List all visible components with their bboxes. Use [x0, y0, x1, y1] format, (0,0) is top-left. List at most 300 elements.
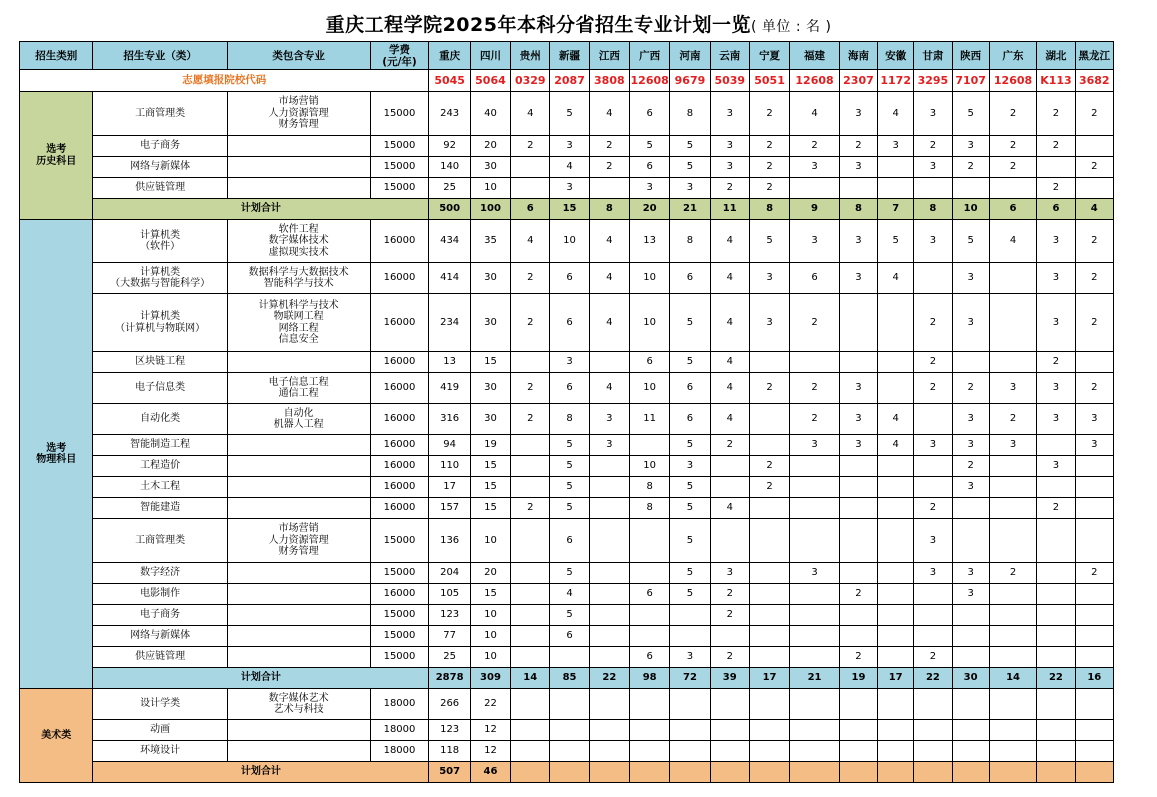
- count-cell: [1037, 157, 1075, 178]
- includes-cell: [227, 720, 370, 741]
- subtotal-cell: [670, 762, 710, 783]
- includes-cell: [227, 605, 370, 626]
- count-cell: [749, 605, 789, 626]
- school-code: 9679: [670, 70, 710, 92]
- code-row-label: 志愿填报院校代码: [20, 70, 429, 92]
- major-cell: 工商管理类: [93, 519, 227, 563]
- count-cell: 5: [550, 563, 589, 584]
- count-cell: [878, 741, 914, 762]
- subtotal-cell: [550, 762, 589, 783]
- count-cell: 3: [670, 456, 710, 477]
- table-row: [20, 352, 1114, 373]
- count-cell: [839, 605, 877, 626]
- count-cell: 3: [952, 294, 989, 352]
- count-cell: 10: [470, 605, 510, 626]
- count-cell: 10: [630, 294, 670, 352]
- school-code: K113: [1037, 70, 1075, 92]
- count-cell: [550, 720, 589, 741]
- count-cell: [749, 352, 789, 373]
- count-cell: 3: [952, 563, 989, 584]
- subtotal-cell: 72: [670, 668, 710, 689]
- count-cell: 2: [1037, 92, 1075, 136]
- count-cell: [790, 741, 840, 762]
- count-cell: 35: [470, 220, 510, 263]
- count-cell: 2: [511, 373, 550, 404]
- count-cell: [952, 352, 989, 373]
- includes-cell: [227, 498, 370, 519]
- count-cell: [511, 456, 550, 477]
- count-cell: 6: [550, 626, 589, 647]
- count-cell: [1075, 477, 1113, 498]
- count-cell: 13: [429, 352, 470, 373]
- count-cell: [589, 477, 629, 498]
- count-cell: 3: [839, 404, 877, 435]
- count-cell: [878, 584, 914, 605]
- count-cell: 4: [878, 404, 914, 435]
- major-cell: 网络与新媒体: [93, 157, 227, 178]
- count-cell: [839, 477, 877, 498]
- count-cell: 2: [989, 92, 1037, 136]
- count-cell: [1037, 563, 1075, 584]
- includes-cell: [227, 741, 370, 762]
- subtotal-cell: 98: [630, 668, 670, 689]
- count-cell: 3: [670, 647, 710, 668]
- count-cell: [952, 498, 989, 519]
- count-cell: [839, 563, 877, 584]
- count-cell: 6: [630, 647, 670, 668]
- count-cell: [511, 584, 550, 605]
- count-cell: [989, 647, 1037, 668]
- count-cell: 4: [589, 373, 629, 404]
- count-cell: 30: [470, 373, 510, 404]
- count-cell: [589, 178, 629, 199]
- count-cell: [589, 605, 629, 626]
- subtotal-cell: 7: [878, 199, 914, 220]
- fee-cell: 15000: [370, 92, 429, 136]
- count-cell: 3: [878, 136, 914, 157]
- count-cell: 266: [429, 689, 470, 720]
- header-major: 招生专业（类）: [93, 42, 227, 70]
- count-cell: [914, 584, 952, 605]
- fee-cell: 15000: [370, 178, 429, 199]
- includes-cell: [227, 178, 370, 199]
- count-cell: [511, 626, 550, 647]
- table-row: [20, 584, 1114, 605]
- count-cell: 123: [429, 605, 470, 626]
- count-cell: 3: [989, 373, 1037, 404]
- header-category: 招生类别: [20, 42, 93, 70]
- major-cell: 计算机类 （计算机与物联网）: [93, 294, 227, 352]
- table-row: [20, 519, 1114, 563]
- count-cell: [630, 563, 670, 584]
- count-cell: 118: [429, 741, 470, 762]
- count-cell: [511, 435, 550, 456]
- school-code: 5039: [710, 70, 749, 92]
- count-cell: 5: [550, 477, 589, 498]
- subtotal-cell: 4: [1075, 199, 1113, 220]
- subtotal-cell: 309: [470, 668, 510, 689]
- count-cell: 3: [952, 404, 989, 435]
- subtotal-cell: [790, 762, 840, 783]
- table-row: [20, 136, 1114, 157]
- count-cell: 3: [630, 178, 670, 199]
- count-cell: 2: [989, 404, 1037, 435]
- count-cell: [749, 720, 789, 741]
- count-cell: 2: [989, 157, 1037, 178]
- count-cell: 6: [670, 263, 710, 294]
- count-cell: [878, 519, 914, 563]
- count-cell: [878, 563, 914, 584]
- fee-cell: 16000: [370, 498, 429, 519]
- count-cell: 140: [429, 157, 470, 178]
- includes-cell: 市场营销 人力资源管理 财务管理: [227, 519, 370, 563]
- school-code: 5051: [749, 70, 789, 92]
- count-cell: [952, 519, 989, 563]
- count-cell: 3: [1037, 456, 1075, 477]
- header-province: 云南: [710, 42, 749, 70]
- count-cell: 234: [429, 294, 470, 352]
- count-cell: 12: [470, 720, 510, 741]
- count-cell: 204: [429, 563, 470, 584]
- count-cell: [878, 720, 914, 741]
- subtotal-cell: [630, 762, 670, 783]
- count-cell: 3: [589, 435, 629, 456]
- fee-cell: 18000: [370, 741, 429, 762]
- count-cell: 3: [1037, 404, 1075, 435]
- count-cell: 4: [878, 435, 914, 456]
- count-cell: 4: [589, 92, 629, 136]
- count-cell: 3: [1037, 373, 1075, 404]
- count-cell: 10: [470, 647, 510, 668]
- count-cell: [589, 584, 629, 605]
- count-cell: 11: [630, 404, 670, 435]
- count-cell: 4: [878, 92, 914, 136]
- page-title: [0, 10, 1157, 37]
- count-cell: 3: [914, 563, 952, 584]
- school-code: 3808: [589, 70, 629, 92]
- count-cell: 8: [670, 220, 710, 263]
- header-province: 广西: [630, 42, 670, 70]
- count-cell: [589, 563, 629, 584]
- subtotal-cell: [511, 762, 550, 783]
- school-code: 7107: [952, 70, 989, 92]
- count-cell: 92: [429, 136, 470, 157]
- count-cell: [952, 647, 989, 668]
- count-cell: 6: [630, 584, 670, 605]
- fee-cell: 16000: [370, 373, 429, 404]
- count-cell: 3: [790, 157, 840, 178]
- count-cell: [839, 178, 877, 199]
- header-province: 湖北: [1037, 42, 1075, 70]
- major-cell: 环境设计: [93, 741, 227, 762]
- count-cell: [1075, 498, 1113, 519]
- header-province: 福建: [790, 42, 840, 70]
- count-cell: 2: [1075, 92, 1113, 136]
- count-cell: [1037, 720, 1075, 741]
- count-cell: 2: [839, 647, 877, 668]
- count-cell: 2: [589, 157, 629, 178]
- count-cell: 4: [710, 263, 749, 294]
- header-province: 四川: [470, 42, 510, 70]
- fee-cell: 15000: [370, 647, 429, 668]
- subtotal-cell: [952, 762, 989, 783]
- count-cell: 30: [470, 263, 510, 294]
- subtotal-cell: 11: [710, 199, 749, 220]
- subtotal-cell: 14: [511, 668, 550, 689]
- fee-cell: 16000: [370, 404, 429, 435]
- count-cell: 30: [470, 404, 510, 435]
- count-cell: [1037, 689, 1075, 720]
- count-cell: [878, 605, 914, 626]
- count-cell: 10: [550, 220, 589, 263]
- count-cell: 3: [1075, 404, 1113, 435]
- major-cell: 电影制作: [93, 584, 227, 605]
- count-cell: [878, 294, 914, 352]
- major-cell: 数字经济: [93, 563, 227, 584]
- header-province: 贵州: [511, 42, 550, 70]
- count-cell: [952, 689, 989, 720]
- count-cell: 5: [670, 435, 710, 456]
- major-cell: 自动化类: [93, 404, 227, 435]
- count-cell: 8: [630, 477, 670, 498]
- header-province: 江西: [589, 42, 629, 70]
- count-cell: [878, 498, 914, 519]
- includes-cell: [227, 647, 370, 668]
- subtotal-row: [20, 668, 1114, 689]
- school-code: 5064: [470, 70, 510, 92]
- count-cell: [839, 689, 877, 720]
- count-cell: 2: [790, 136, 840, 157]
- count-cell: 2: [1075, 294, 1113, 352]
- fee-cell: 15000: [370, 157, 429, 178]
- count-cell: [1037, 519, 1075, 563]
- subtotal-cell: [1075, 762, 1113, 783]
- count-cell: [511, 157, 550, 178]
- subtotal-cell: 46: [470, 762, 510, 783]
- school-code: 5045: [429, 70, 470, 92]
- count-cell: 5: [878, 220, 914, 263]
- count-cell: [878, 352, 914, 373]
- count-cell: [511, 720, 550, 741]
- count-cell: 4: [710, 498, 749, 519]
- count-cell: [790, 584, 840, 605]
- count-cell: 110: [429, 456, 470, 477]
- count-cell: 2: [511, 404, 550, 435]
- count-cell: [790, 477, 840, 498]
- major-cell: 网络与新媒体: [93, 626, 227, 647]
- count-cell: [710, 689, 749, 720]
- count-cell: 105: [429, 584, 470, 605]
- header-province: 安徽: [878, 42, 914, 70]
- count-cell: 3: [989, 435, 1037, 456]
- count-cell: [1075, 136, 1113, 157]
- count-cell: [550, 689, 589, 720]
- school-code: 0329: [511, 70, 550, 92]
- subtotal-row: [20, 199, 1114, 220]
- major-cell: 动画: [93, 720, 227, 741]
- count-cell: 3: [1037, 220, 1075, 263]
- count-cell: [989, 477, 1037, 498]
- includes-cell: 电子信息工程 通信工程: [227, 373, 370, 404]
- count-cell: 4: [710, 373, 749, 404]
- category-cell: 选考 物理科目: [20, 220, 93, 689]
- count-cell: 22: [470, 689, 510, 720]
- count-cell: 2: [511, 136, 550, 157]
- school-code: 2307: [839, 70, 877, 92]
- count-cell: 5: [952, 220, 989, 263]
- count-cell: 2: [1037, 136, 1075, 157]
- count-cell: 3: [1037, 294, 1075, 352]
- count-cell: [710, 741, 749, 762]
- count-cell: 2: [839, 584, 877, 605]
- subtotal-label: 计划合计: [93, 668, 429, 689]
- count-cell: 3: [914, 92, 952, 136]
- count-cell: [749, 519, 789, 563]
- table-row: [20, 689, 1114, 720]
- count-cell: 3: [550, 352, 589, 373]
- school-code: 1172: [878, 70, 914, 92]
- count-cell: 4: [710, 220, 749, 263]
- count-cell: [790, 605, 840, 626]
- count-cell: [670, 741, 710, 762]
- table-row: [20, 626, 1114, 647]
- subtotal-row: [20, 762, 1114, 783]
- count-cell: [952, 178, 989, 199]
- count-cell: [589, 626, 629, 647]
- code-row: [20, 70, 1114, 92]
- count-cell: 6: [670, 404, 710, 435]
- count-cell: 3: [710, 563, 749, 584]
- count-cell: [839, 519, 877, 563]
- table-row: [20, 404, 1114, 435]
- count-cell: 5: [670, 498, 710, 519]
- count-cell: 3: [839, 435, 877, 456]
- header-province: 广东: [989, 42, 1037, 70]
- count-cell: 3: [952, 263, 989, 294]
- category-cell: 美术类: [20, 689, 93, 783]
- count-cell: [989, 456, 1037, 477]
- table-row: [20, 605, 1114, 626]
- count-cell: 3: [790, 220, 840, 263]
- table-row: [20, 477, 1114, 498]
- count-cell: 5: [550, 456, 589, 477]
- count-cell: [710, 456, 749, 477]
- count-cell: [1037, 435, 1075, 456]
- includes-cell: [227, 435, 370, 456]
- subtotal-cell: [589, 762, 629, 783]
- subtotal-cell: 8: [589, 199, 629, 220]
- count-cell: 3: [839, 220, 877, 263]
- count-cell: [511, 519, 550, 563]
- includes-cell: [227, 157, 370, 178]
- count-cell: [878, 647, 914, 668]
- count-cell: [630, 519, 670, 563]
- count-cell: 434: [429, 220, 470, 263]
- count-cell: 10: [630, 263, 670, 294]
- count-cell: 2: [710, 435, 749, 456]
- count-cell: [989, 352, 1037, 373]
- fee-cell: 16000: [370, 456, 429, 477]
- count-cell: 3: [710, 157, 749, 178]
- count-cell: [989, 584, 1037, 605]
- subtotal-label: 计划合计: [93, 199, 429, 220]
- count-cell: 2: [989, 136, 1037, 157]
- count-cell: 2: [1037, 352, 1075, 373]
- fee-cell: 16000: [370, 294, 429, 352]
- count-cell: [749, 498, 789, 519]
- includes-cell: [227, 456, 370, 477]
- subtotal-cell: 21: [790, 668, 840, 689]
- count-cell: 10: [470, 626, 510, 647]
- count-cell: 20: [470, 136, 510, 157]
- count-cell: [1075, 519, 1113, 563]
- count-cell: [511, 178, 550, 199]
- table-row: [20, 647, 1114, 668]
- count-cell: [710, 626, 749, 647]
- count-cell: [511, 352, 550, 373]
- count-cell: 2: [790, 373, 840, 404]
- count-cell: 6: [790, 263, 840, 294]
- count-cell: [790, 352, 840, 373]
- major-cell: 智能制造工程: [93, 435, 227, 456]
- count-cell: 4: [550, 157, 589, 178]
- count-cell: [989, 519, 1037, 563]
- count-cell: 3: [710, 136, 749, 157]
- major-cell: 供应链管理: [93, 647, 227, 668]
- count-cell: [989, 689, 1037, 720]
- count-cell: 10: [470, 519, 510, 563]
- count-cell: [710, 720, 749, 741]
- count-cell: 5: [550, 498, 589, 519]
- includes-cell: 软件工程 数字媒体技术 虚拟现实技术: [227, 220, 370, 263]
- count-cell: [839, 352, 877, 373]
- count-cell: 2: [1075, 563, 1113, 584]
- subtotal-cell: [878, 762, 914, 783]
- count-cell: 3: [670, 178, 710, 199]
- count-cell: 6: [630, 157, 670, 178]
- subtotal-cell: 20: [630, 199, 670, 220]
- school-code: 12608: [630, 70, 670, 92]
- table-row: [20, 157, 1114, 178]
- count-cell: 5: [670, 519, 710, 563]
- major-cell: 土木工程: [93, 477, 227, 498]
- count-cell: [511, 563, 550, 584]
- count-cell: 2: [749, 178, 789, 199]
- count-cell: 6: [550, 519, 589, 563]
- count-cell: [878, 456, 914, 477]
- count-cell: [914, 689, 952, 720]
- count-cell: [630, 605, 670, 626]
- subtotal-cell: 8: [914, 199, 952, 220]
- fee-cell: 18000: [370, 720, 429, 741]
- count-cell: [589, 352, 629, 373]
- count-cell: 2: [710, 178, 749, 199]
- count-cell: [589, 689, 629, 720]
- count-cell: 5: [670, 563, 710, 584]
- count-cell: [630, 720, 670, 741]
- subtotal-cell: 500: [429, 199, 470, 220]
- count-cell: 3: [839, 373, 877, 404]
- count-cell: [589, 519, 629, 563]
- count-cell: [1075, 352, 1113, 373]
- count-cell: [1037, 647, 1075, 668]
- count-cell: 3: [790, 435, 840, 456]
- count-cell: [1037, 605, 1075, 626]
- major-cell: 电子信息类: [93, 373, 227, 404]
- count-cell: 6: [550, 373, 589, 404]
- subtotal-cell: 39: [710, 668, 749, 689]
- header-province: 海南: [839, 42, 877, 70]
